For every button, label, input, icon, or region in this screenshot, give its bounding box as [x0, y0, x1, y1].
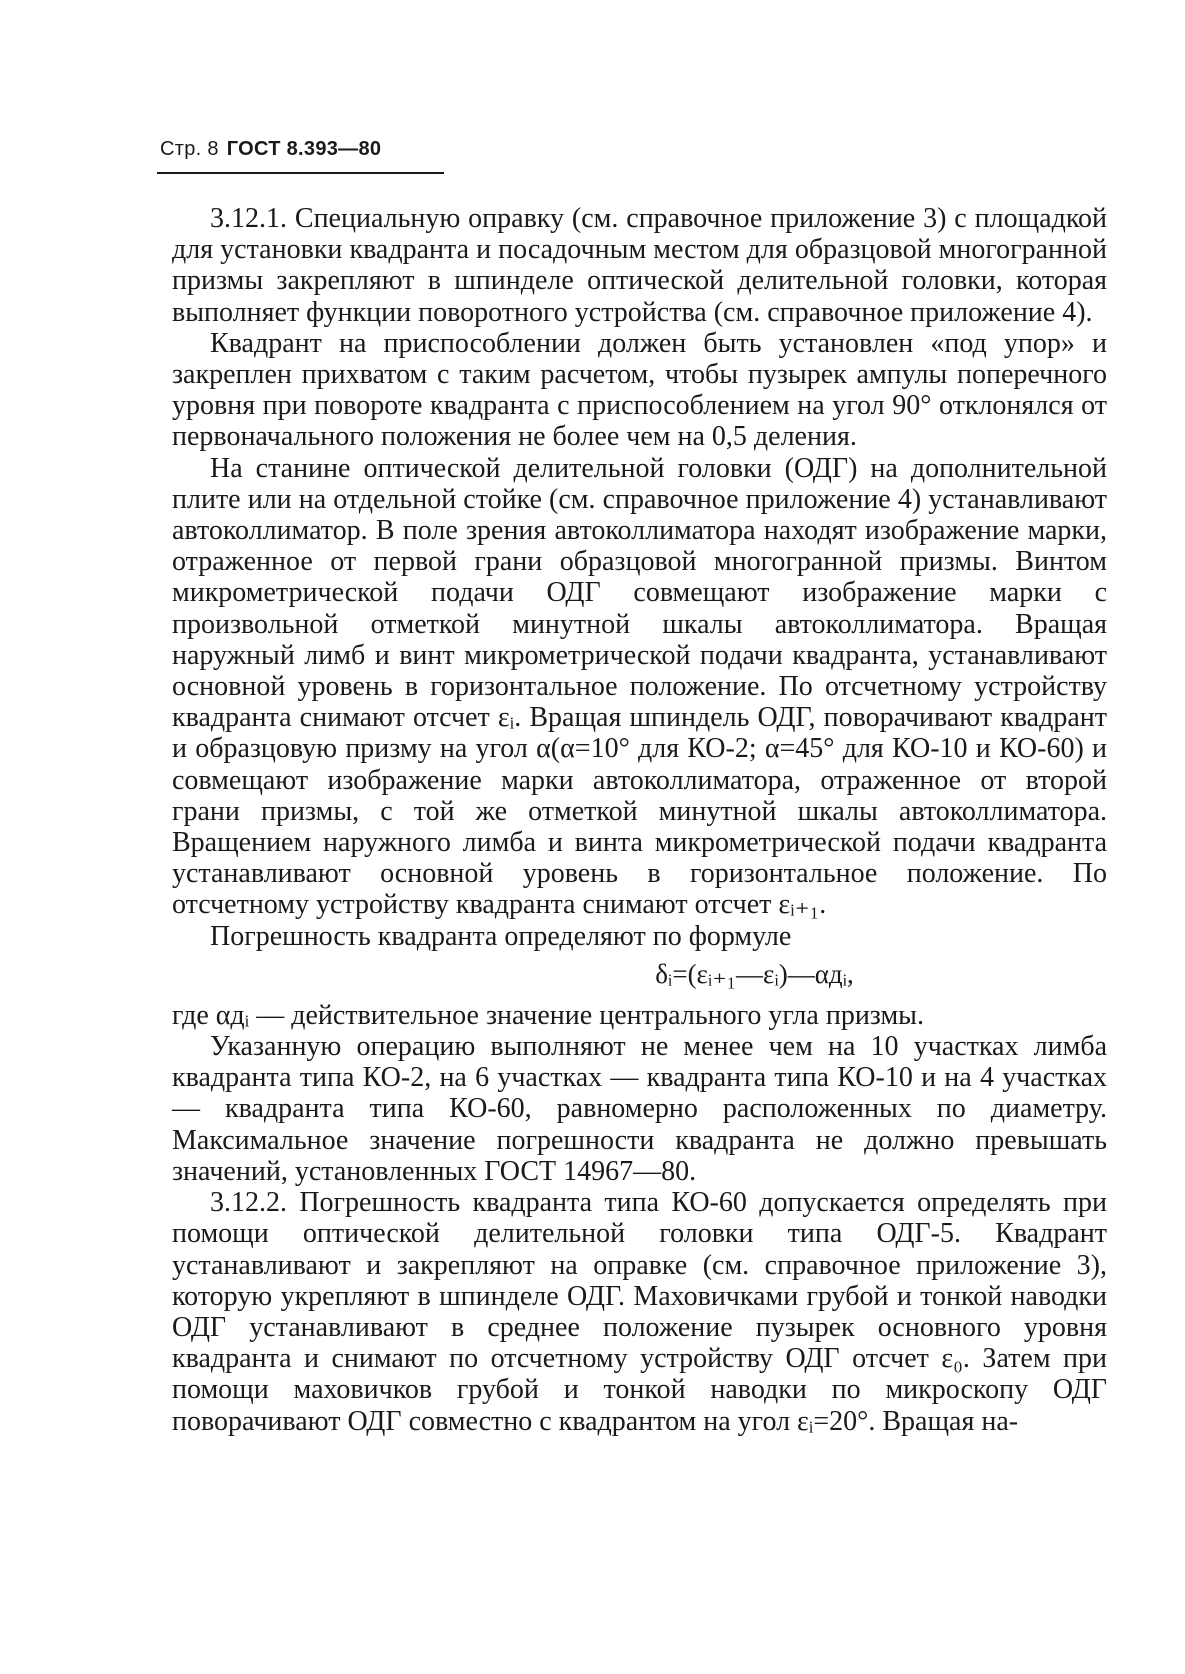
formula-note: где αдᵢ — действительное значение центрального угла призмы.	[172, 999, 924, 1031]
error-formula: δᵢ=(εᵢ₊₁—εᵢ)—αдᵢ,	[655, 958, 854, 989]
header-rule	[157, 172, 444, 174]
standard-number: ГОСТ 8.393—80	[226, 138, 382, 160]
paragraph-3-12-2: 3.12.2. Погрешность квадранта типа КО-60 допускается определять при помощи оптической делительной головки типа ОДГ-5. Квадрант устанавливают и закрепляют на оправке (см. справочное приложение 3), которую укрепляют в шпинделе ОДГ. Маховичками грубой и тонкой наводки ОДГ устанавливают в среднее положение пузырек основного уровня квадранта и снимают по отсчетному устройству ОДГ отсчет ε₀. Затем при помощи маховичков грубой и тонкой наводки по микроскопу ОДГ поворачивают ОДГ совместно с квадрантом на угол εᵢ=20°. Вращая на-	[172, 1187, 1107, 1437]
paragraph-3-12-1: 3.12.1. Специальную оправку (см. справочное приложение 3) с площадкой для установки квадранта и посадочным местом для образцовой многогранной призмы закрепляют в шпинделе оптической делительной головки, которая выполняет функции поворотного устройства (см. справочное приложение 4).	[172, 203, 1107, 328]
paragraph-quadrant-mounting: Квадрант на приспособлении должен быть установлен «под упор» и закреплен прихватом с таким расчетом, чтобы пузырек ампулы поперечного уровня при повороте квадранта с приспособлением на угол 90° отклонялся от первоначального положения не более чем на 0,5 деления.	[172, 327, 1107, 453]
page-header	[160, 138, 381, 161]
body-text	[172, 203, 1107, 1437]
paragraph-formula-intro: Погрешность квадранта определяют по формуле	[210, 920, 792, 952]
paragraph-sections: Указанную операцию выполняют не менее чем на 10 участках лимба квадранта типа КО-2, на 6 участках — квадранта типа КО-10 и на 4 участках — квадранта типа КО-60, равномерно расположенных по диаметру. Максимальное значение погрешности квадранта не должно превышать значений, установленных ГОСТ 14967—80.	[172, 1031, 1107, 1187]
paragraph-odg-procedure: На станине оптической делительной головки (ОДГ) на дополнительной плите или на отдельной стойке (см. справочное приложение 4) устанавливают автоколлиматор. В поле зрения автоколлиматора находят изображение марки, отраженное от первой грани образцовой многогранной призмы. Винтом микрометрической подачи ОДГ совмещают изображение марки с произвольной отметкой минутной шкалы автоколлиматора. Вращая наружный лимб и винт микрометрической подачи квадранта, устанавливают основной уровень в горизонтальное положение. По отсчетному устройству квадранта снимают отсчет εᵢ. Вращая шпиндель ОДГ, поворачивают квадрант и образцовую призму на угол α(α=10° для КО-2; α=45° для КО-10 и КО-60) и совмещают изображение марки автоколлиматора, отраженное от второй грани призмы, с той же отметкой минутной шкалы автоколлиматора. Вращением наружного лимба и винта микрометрической подачи квадранта устанавливают основной уровень в горизонтальное положение. По отсчетному устройству квадранта снимают отсчет εᵢ₊₁.	[172, 452, 1107, 921]
page-number: Стр. 8	[160, 138, 219, 160]
